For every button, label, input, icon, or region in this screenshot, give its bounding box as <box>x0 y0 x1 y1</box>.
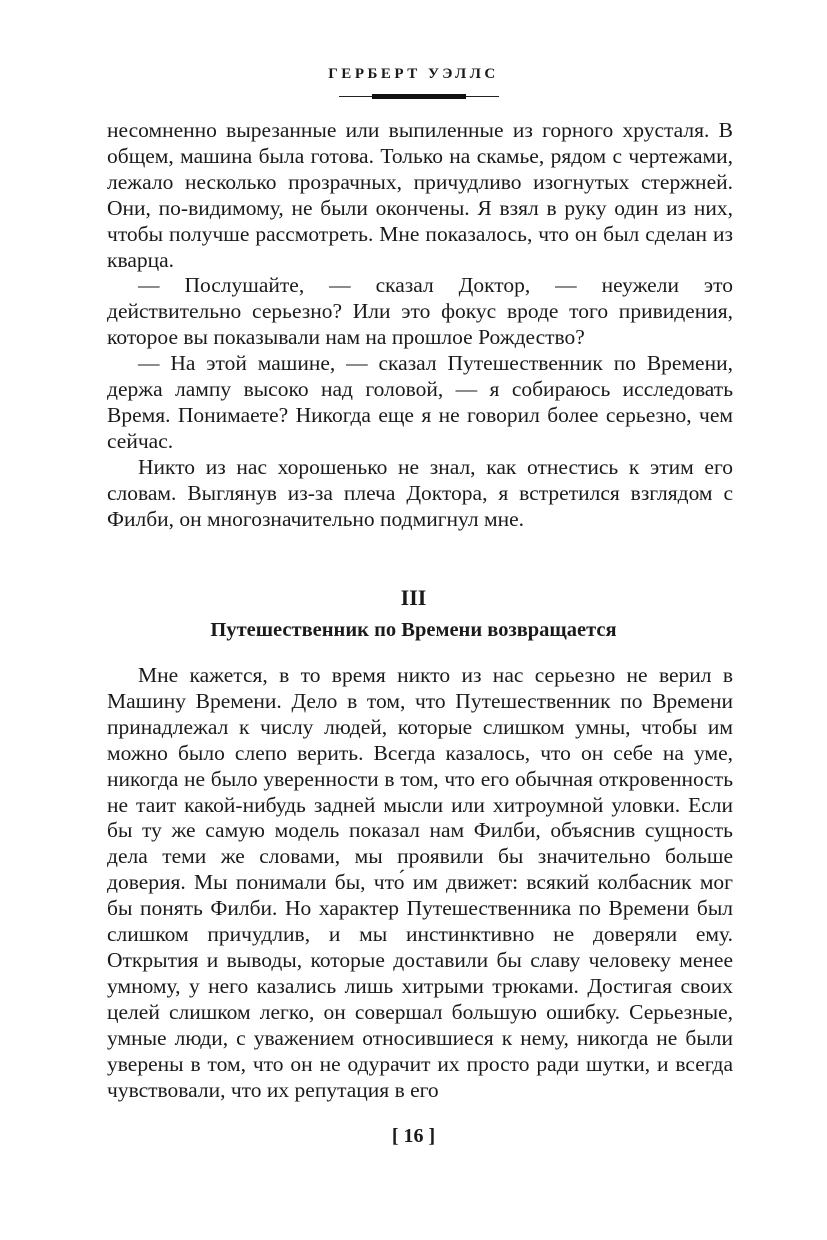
page-number: [ 16 ] <box>391 1125 436 1147</box>
chapter-title: Путешественник по Времени возвращается <box>210 619 617 641</box>
bottom-text-block <box>107 663 733 1103</box>
paragraph: — На этой машине, — сказал Путешественник по Времени, держа лампу высоко над головой, — я собираюсь исследовать Время. Понимаете? Никогда еще я не говорил более серьезно, чем сейчас. <box>107 351 733 453</box>
running-head-rule-accent <box>372 94 466 99</box>
chapter-number: III <box>400 585 427 610</box>
paragraph: несомненно вырезанные или выпиленные из горного хрусталя. В общем, машина была готова. Только на скамье, рядом с чертежами, лежало несколько прозрачных, причудливо изогнутых стержней. Они, по-видимому, не были окончены. Я взял в руку один из них, чтобы получше рассмотреть. Мне показалось, что он был сделан из кварца. <box>107 118 733 272</box>
paragraph: Мне кажется, в то время никто из нас серьезно не верил в Машину Времени. Дело в том, что Путешественник по Времени принадлежал к числу людей, которые слишком умны, чтобы им можно было слепо верить. Всегда казалось, что он себе на уме, никогда не было уверенности в том, что его обычная откровенность не таит какой-нибудь задней мысли или хитроумной уловки. Если бы ту же самую модель показал нам Филби, объяснив сущность дела теми же словами, мы проявили бы значительно больше доверия. Мы понимали бы, что́ им движет: всякий колбасник мог бы понять Филби. Но характер Путешественника по Времени был слишком причудлив, и мы инстинктивно не доверяли ему. Открытия и выводы, которые доставили бы славу человеку менее умному, у него казались лишь хитрыми трюками. Достигая своих целей слишком легко, он совершал большую ошибку. Серьезные, умные люди, с уважением относившиеся к нему, никогда не были уверены в том, что он не одурачит их просто ради шутки, и всегда чувствовали, что их репутация в его <box>107 663 733 1102</box>
top-text-block <box>107 118 733 533</box>
paragraph: — Послушайте, — сказал Доктор, — неужели это действительно серьезно? Или это фокус вроде того привидения, которое вы показывали нам на прошлое Рождество? <box>107 273 733 350</box>
paragraph: Никто из нас хорошенько не знал, как отнестись к этим его словам. Выглянув из-за плеча Доктора, я встретился взглядом с Филби, он многозначительно подмигнул мне. <box>107 454 733 531</box>
running-head: ГЕРБЕРТ УЭЛЛС <box>328 66 499 82</box>
